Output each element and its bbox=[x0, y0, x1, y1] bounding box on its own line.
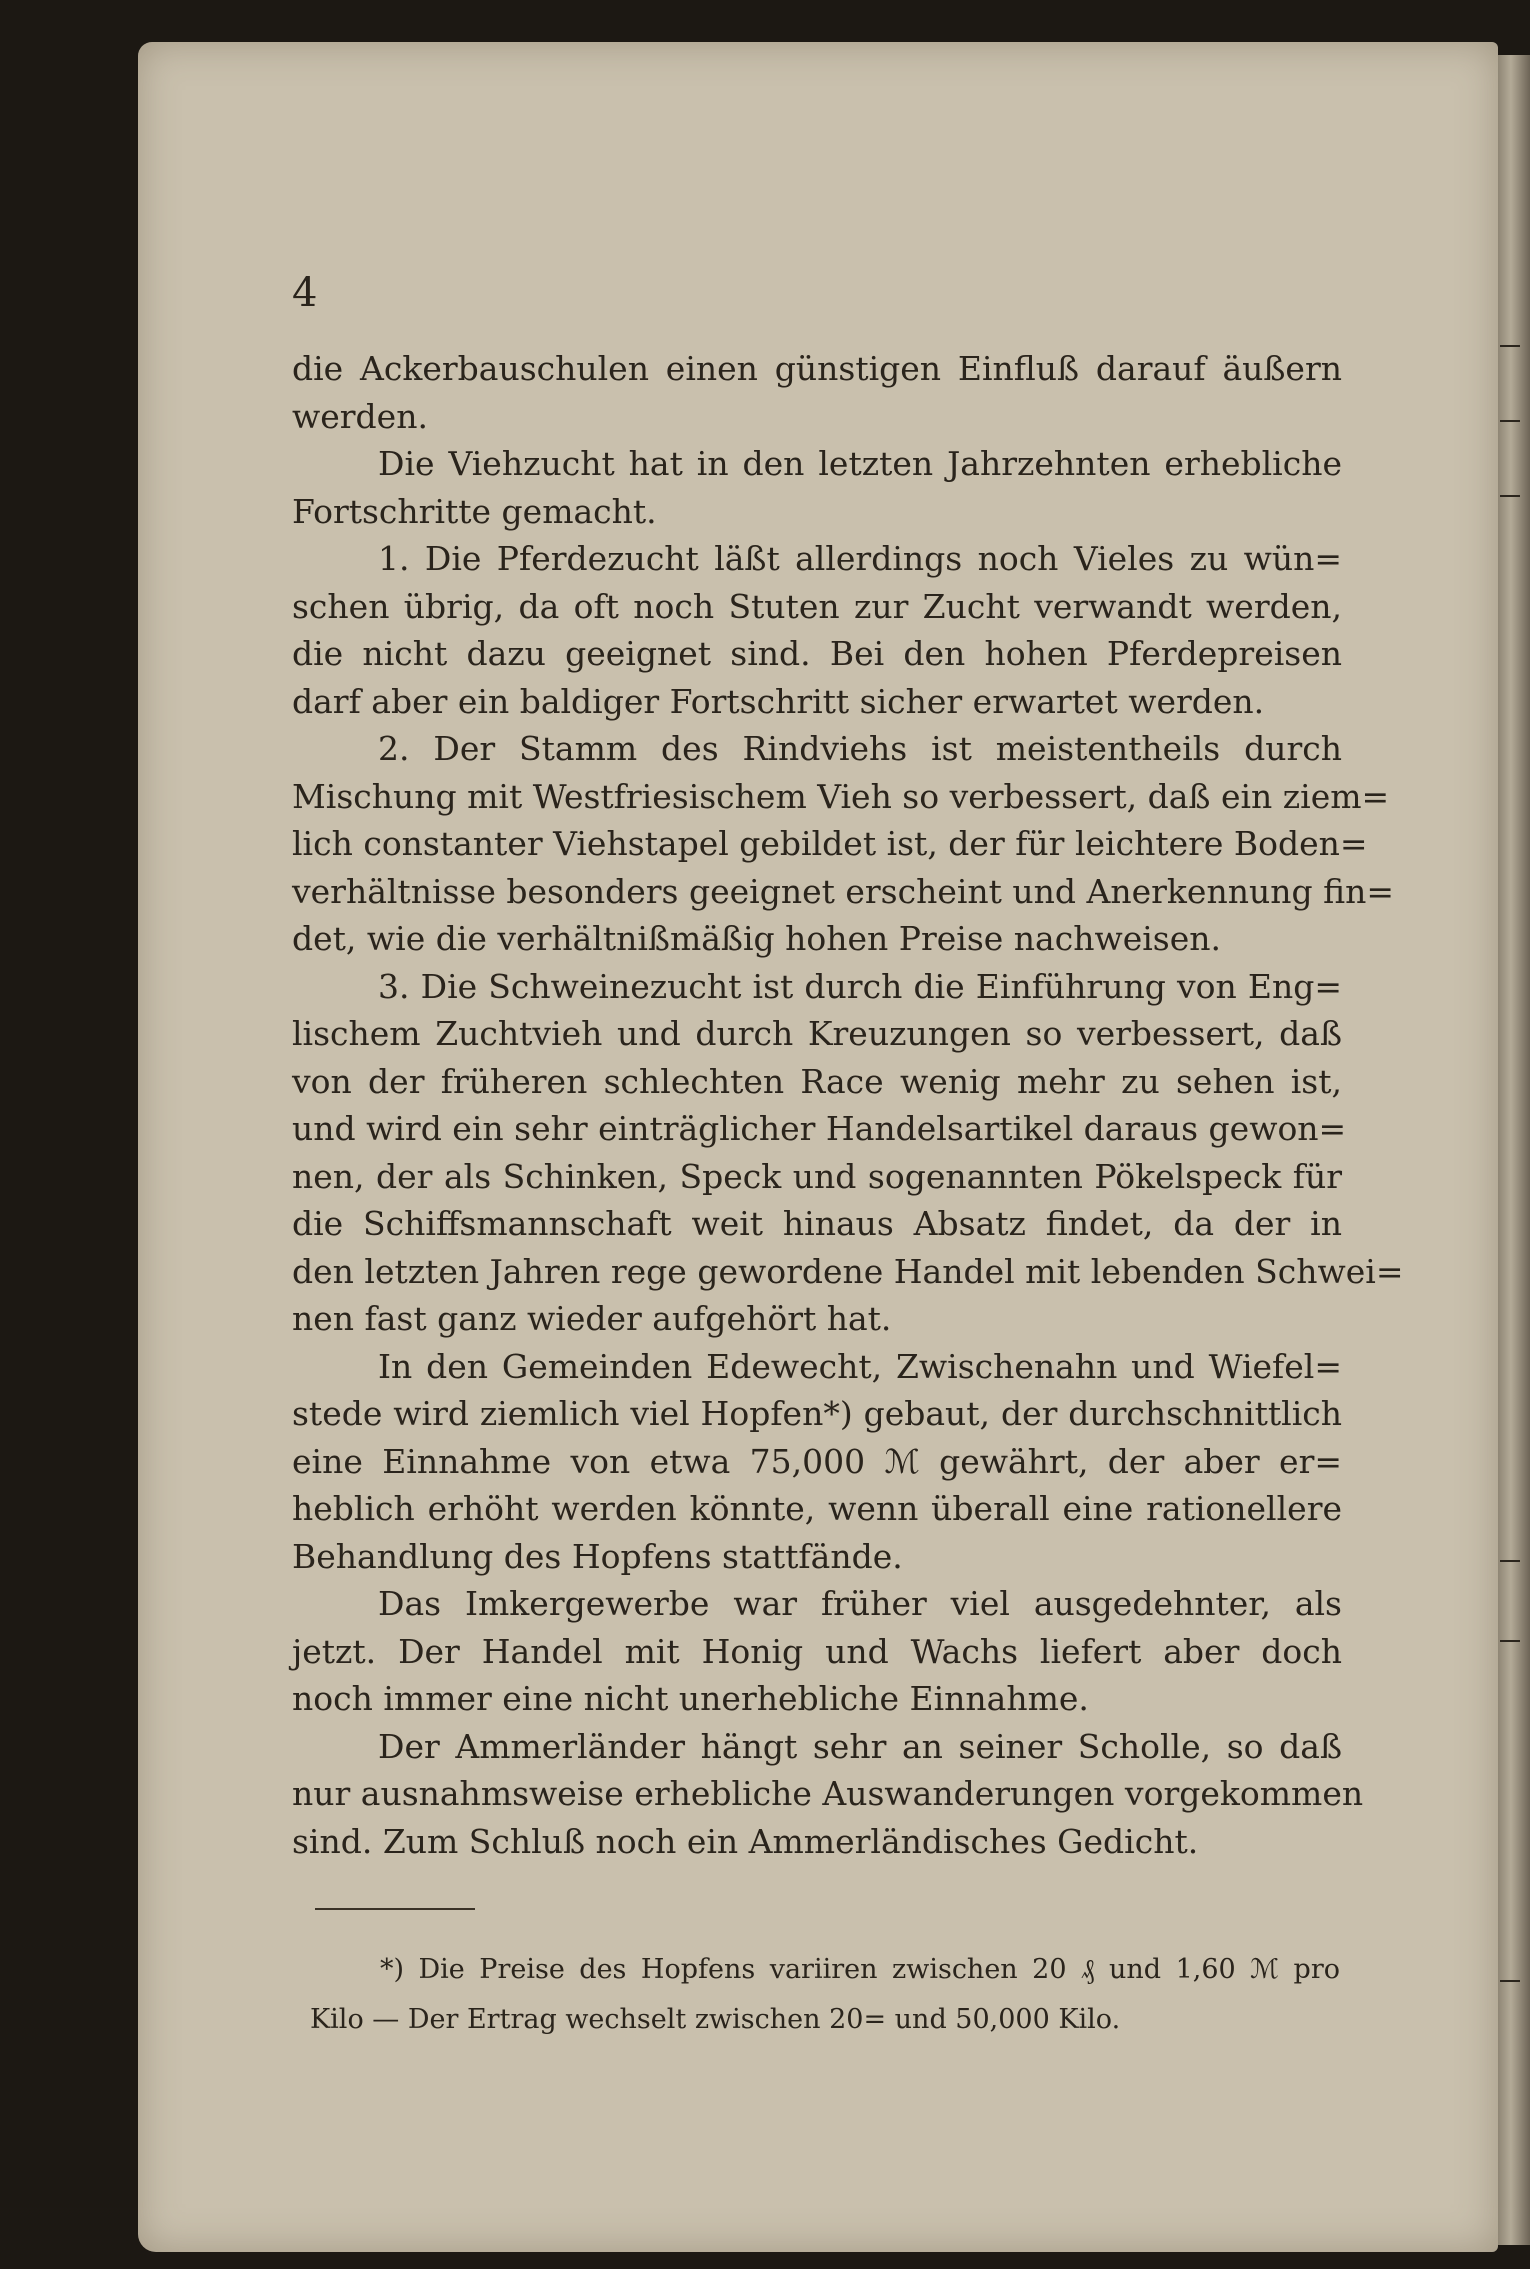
page-edge bbox=[1498, 55, 1530, 2245]
text-line: die Schiffsmannschaft weit hinaus Absatz findet, da der in bbox=[292, 1204, 1342, 1243]
text-line: Fortschritte gemacht. bbox=[292, 491, 657, 531]
text-line: det, wie die verhältnißmäßig hohen Preise nachweisen. bbox=[292, 919, 1221, 958]
margin-mark bbox=[1500, 1980, 1520, 1982]
text-line: 1. Die Pferdezucht läßt allerdings noch Vieles zu wün= bbox=[378, 539, 1342, 578]
text-line: 3. Die Schweinezucht ist durch die Einführung von Eng= bbox=[378, 966, 1342, 1006]
text-line: Die Viehzucht hat in den letzten Jahrzehnten erhebliche bbox=[378, 444, 1342, 483]
text-line: den letzten Jahren rege gewordene Handel mit lebenden Schwei= bbox=[292, 1251, 1404, 1291]
text-line: sind. Zum Schluß noch ein Ammerländisches Gedicht. bbox=[292, 1821, 1199, 1861]
text-line: von der früheren schlechten Race wenig mehr zu sehen ist, bbox=[292, 1061, 1342, 1101]
text-line: die Ackerbauschulen einen günstigen Einfluß darauf äußern bbox=[292, 349, 1342, 388]
text-line: eine Einnahme von etwa 75,000 ℳ gewährt, der aber er= bbox=[292, 1441, 1342, 1481]
text-line: heblich erhöht werden könnte, wenn überall eine rationellere bbox=[292, 1489, 1342, 1528]
margin-mark bbox=[1500, 1640, 1520, 1642]
text-line: Mischung mit Westfriesischem Vieh so verbessert, daß ein ziem= bbox=[292, 776, 1390, 816]
margin-mark bbox=[1500, 420, 1520, 422]
text-line: stede wird ziemlich viel Hopfen*) gebaut, der durchschnittlich bbox=[292, 1394, 1342, 1433]
text-line: nen, der als Schinken, Speck und sogenannten Pökelspeck für bbox=[292, 1156, 1342, 1196]
text-line: noch immer eine nicht unerhebliche Einnahme. bbox=[292, 1679, 1089, 1718]
text-line: lischem Zuchtvieh und durch Kreuzungen so verbessert, daß bbox=[292, 1014, 1342, 1053]
footnote bbox=[310, 1945, 1340, 2045]
margin-mark bbox=[1500, 495, 1520, 497]
text-line: verhältnisse besonders geeignet erscheint und Anerkennung fin= bbox=[292, 871, 1394, 911]
footnote-line: Kilo — Der Ertrag wechselt zwischen 20= und 50,000 Kilo. bbox=[310, 2004, 1121, 2035]
text-line: Der Ammerländer hängt sehr an seiner Scholle, so daß bbox=[378, 1726, 1342, 1766]
text-line: darf aber ein baldiger Fortschritt sicher erwartet werden. bbox=[292, 681, 1265, 721]
margin-mark bbox=[1500, 1560, 1520, 1562]
footnote-divider bbox=[315, 1908, 475, 1910]
text-line: lich constanter Viehstapel gebildet ist, der für leichtere Boden= bbox=[292, 824, 1368, 863]
text-line: nen fast ganz wieder aufgehört hat. bbox=[292, 1299, 892, 1338]
text-line: Behandlung des Hopfens stattfände. bbox=[292, 1536, 903, 1576]
text-line: jetzt. Der Handel mit Honig und Wachs liefert aber doch bbox=[292, 1631, 1342, 1671]
text-line: schen übrig, da oft noch Stuten zur Zucht verwandt werden, bbox=[292, 586, 1342, 626]
page-number: 4 bbox=[292, 270, 318, 316]
text-line: Das Imkergewerbe war früher viel ausgedehnter, als bbox=[378, 1584, 1342, 1623]
margin-mark bbox=[1500, 345, 1520, 347]
text-line: werden. bbox=[292, 396, 428, 436]
footnote-line: *) Die Preise des Hopfens variiren zwischen 20 ₰ und 1,60 ℳ pro bbox=[380, 1954, 1340, 1985]
text-line: die nicht dazu geeignet sind. Bei den hohen Pferdepreisen bbox=[292, 634, 1342, 673]
text-line: und wird ein sehr einträglicher Handelsartikel daraus gewon= bbox=[292, 1109, 1347, 1148]
text-line: nur ausnahmsweise erhebliche Auswanderungen vorgekommen bbox=[292, 1774, 1364, 1813]
body-text bbox=[292, 345, 1404, 1865]
text-line: 2. Der Stamm des Rindviehs ist meistentheils durch bbox=[378, 729, 1342, 768]
text-line: In den Gemeinden Edewecht, Zwischenahn und Wiefel= bbox=[378, 1346, 1342, 1386]
